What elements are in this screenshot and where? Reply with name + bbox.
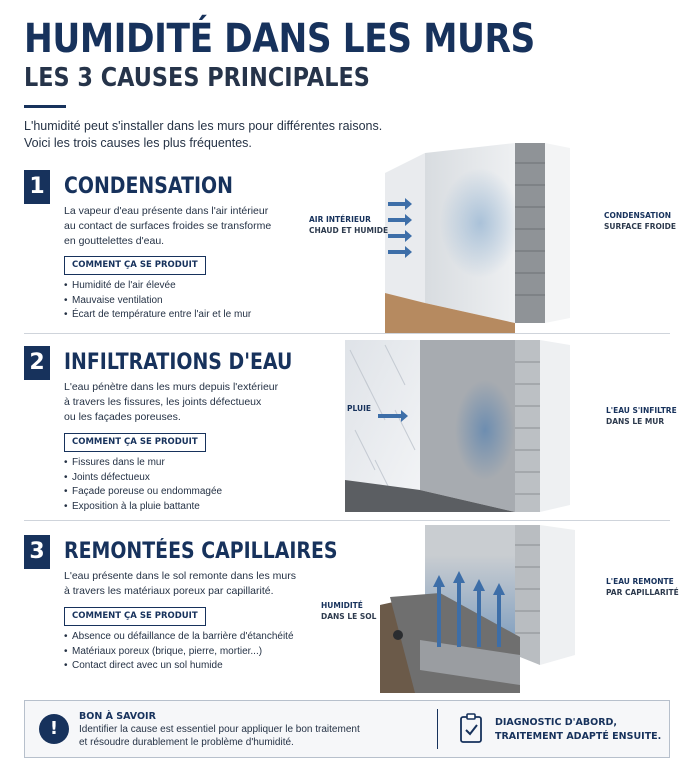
art-label-line: DANS LE MUR [606, 417, 665, 426]
list-item: • Exposition à la pluie battante [64, 500, 222, 515]
list-item: • Écart de température entre l'air et le mur [64, 308, 251, 323]
section-description [64, 569, 304, 599]
condensation-illustration [385, 143, 575, 333]
art-label-left [347, 403, 371, 414]
art-label-right [606, 405, 677, 427]
list-item: • Joints défectueux [64, 471, 222, 486]
exclamation-circle-icon: ! [39, 714, 69, 744]
art-label-line: CHAUD ET HUMIDE [309, 226, 389, 235]
arrow-right-icon [388, 234, 406, 238]
section-number-3: 3 [24, 535, 50, 569]
arrow-right-icon [388, 202, 406, 206]
art-label-line: L'EAU S'INFILTRE [606, 406, 677, 415]
list-item: • Matériaux poreux (brique, pierre, mortier...) [64, 645, 294, 660]
diagnostic-line: DIAGNOSTIC D'ABORD, [495, 717, 618, 728]
art-label-right [604, 210, 676, 232]
how-it-happens-label: COMMENT ÇA SE PRODUIT [64, 607, 206, 626]
cause-list [64, 456, 222, 514]
desc-line: à travers les fissures, les joints défectueux [64, 396, 262, 408]
good-to-know-title: BON À SAVOIR [79, 711, 156, 722]
how-it-happens-label: COMMENT ÇA SE PRODUIT [64, 433, 206, 452]
desc-line: La vapeur d'eau présente dans l'air intérieur [64, 205, 269, 217]
art-label-left [309, 214, 388, 236]
desc-line: L'eau présente dans le sol remonte dans les murs [64, 570, 296, 582]
arrow-right-icon [388, 218, 406, 222]
art-label-right [606, 576, 679, 598]
capillary-illustration [380, 525, 580, 693]
section-number-1: 1 [24, 170, 50, 204]
section-number-2: 2 [24, 346, 50, 380]
how-it-happens-label: COMMENT ÇA SE PRODUIT [64, 256, 206, 275]
section-description [64, 380, 304, 425]
desc-line: L'eau pénètre dans les murs depuis l'extérieur [64, 381, 279, 393]
desc-line: à travers les matériaux poreux par capillarité. [64, 585, 274, 597]
clipboard-check-icon [459, 713, 483, 743]
intro-line: L'humidité peut s'installer dans les murs pour différentes raisons. [24, 119, 383, 133]
infiltration-illustration [345, 340, 575, 512]
art-label-line: AIR INTÉRIEUR [309, 215, 371, 224]
section-title-condensation: CONDENSATION [64, 174, 233, 199]
desc-line: au contact de surfaces froides se transforme [64, 220, 272, 232]
footer-divider [437, 709, 438, 749]
desc-line: en gouttelettes d'eau. [64, 235, 165, 247]
art-label-line: DANS LE SOL [321, 612, 377, 621]
intro-text [24, 118, 384, 152]
art-label-left [321, 600, 376, 622]
cause-list [64, 630, 294, 674]
diagnostic-line: TRAITEMENT ADAPTÉ ENSUITE. [495, 731, 662, 742]
desc-line: ou les façades poreuses. [64, 411, 181, 423]
section-divider [24, 520, 670, 521]
footer-line: et résoudre durablement le problème d'humidité. [79, 737, 294, 748]
arrow-right-icon [378, 414, 402, 418]
art-label-line: PAR CAPILLARITÉ [606, 588, 679, 597]
cause-list [64, 279, 251, 323]
section-divider [24, 333, 670, 334]
section-title-infiltrations: INFILTRATIONS D'EAU [64, 350, 293, 375]
list-item: • Fissures dans le mur [64, 456, 222, 471]
title-underline [24, 105, 66, 108]
art-label-line: PLUIE [347, 404, 372, 413]
arrow-right-icon [388, 250, 406, 254]
art-label-line: CONDENSATION [604, 211, 671, 220]
page-subtitle: LES 3 CAUSES PRINCIPALES [24, 63, 370, 93]
good-to-know-text [79, 723, 409, 749]
list-item: • Mauvaise ventilation [64, 294, 251, 309]
good-to-know-box [24, 700, 670, 758]
list-item: • Absence ou défaillance de la barrière d'étanchéité [64, 630, 294, 645]
art-label-line: SURFACE FROIDE [604, 222, 676, 231]
section-title-remontees: REMONTÉES CAPILLAIRES [64, 539, 338, 564]
art-label-line: L'EAU REMONTE [606, 577, 674, 586]
section-description [64, 204, 304, 249]
list-item: • Humidité de l'air élevée [64, 279, 251, 294]
diagnostic-message [495, 716, 661, 744]
list-item: • Contact direct avec un sol humide [64, 659, 294, 674]
list-item: • Façade poreuse ou endommagée [64, 485, 222, 500]
art-label-line: HUMIDITÉ [321, 601, 363, 610]
page-title: HUMIDITÉ DANS LES MURS [24, 16, 535, 62]
footer-line: Identifier la cause est essentiel pour appliquer le bon traitement [79, 724, 360, 735]
intro-line: Voici les trois causes les plus fréquentes. [24, 136, 252, 150]
